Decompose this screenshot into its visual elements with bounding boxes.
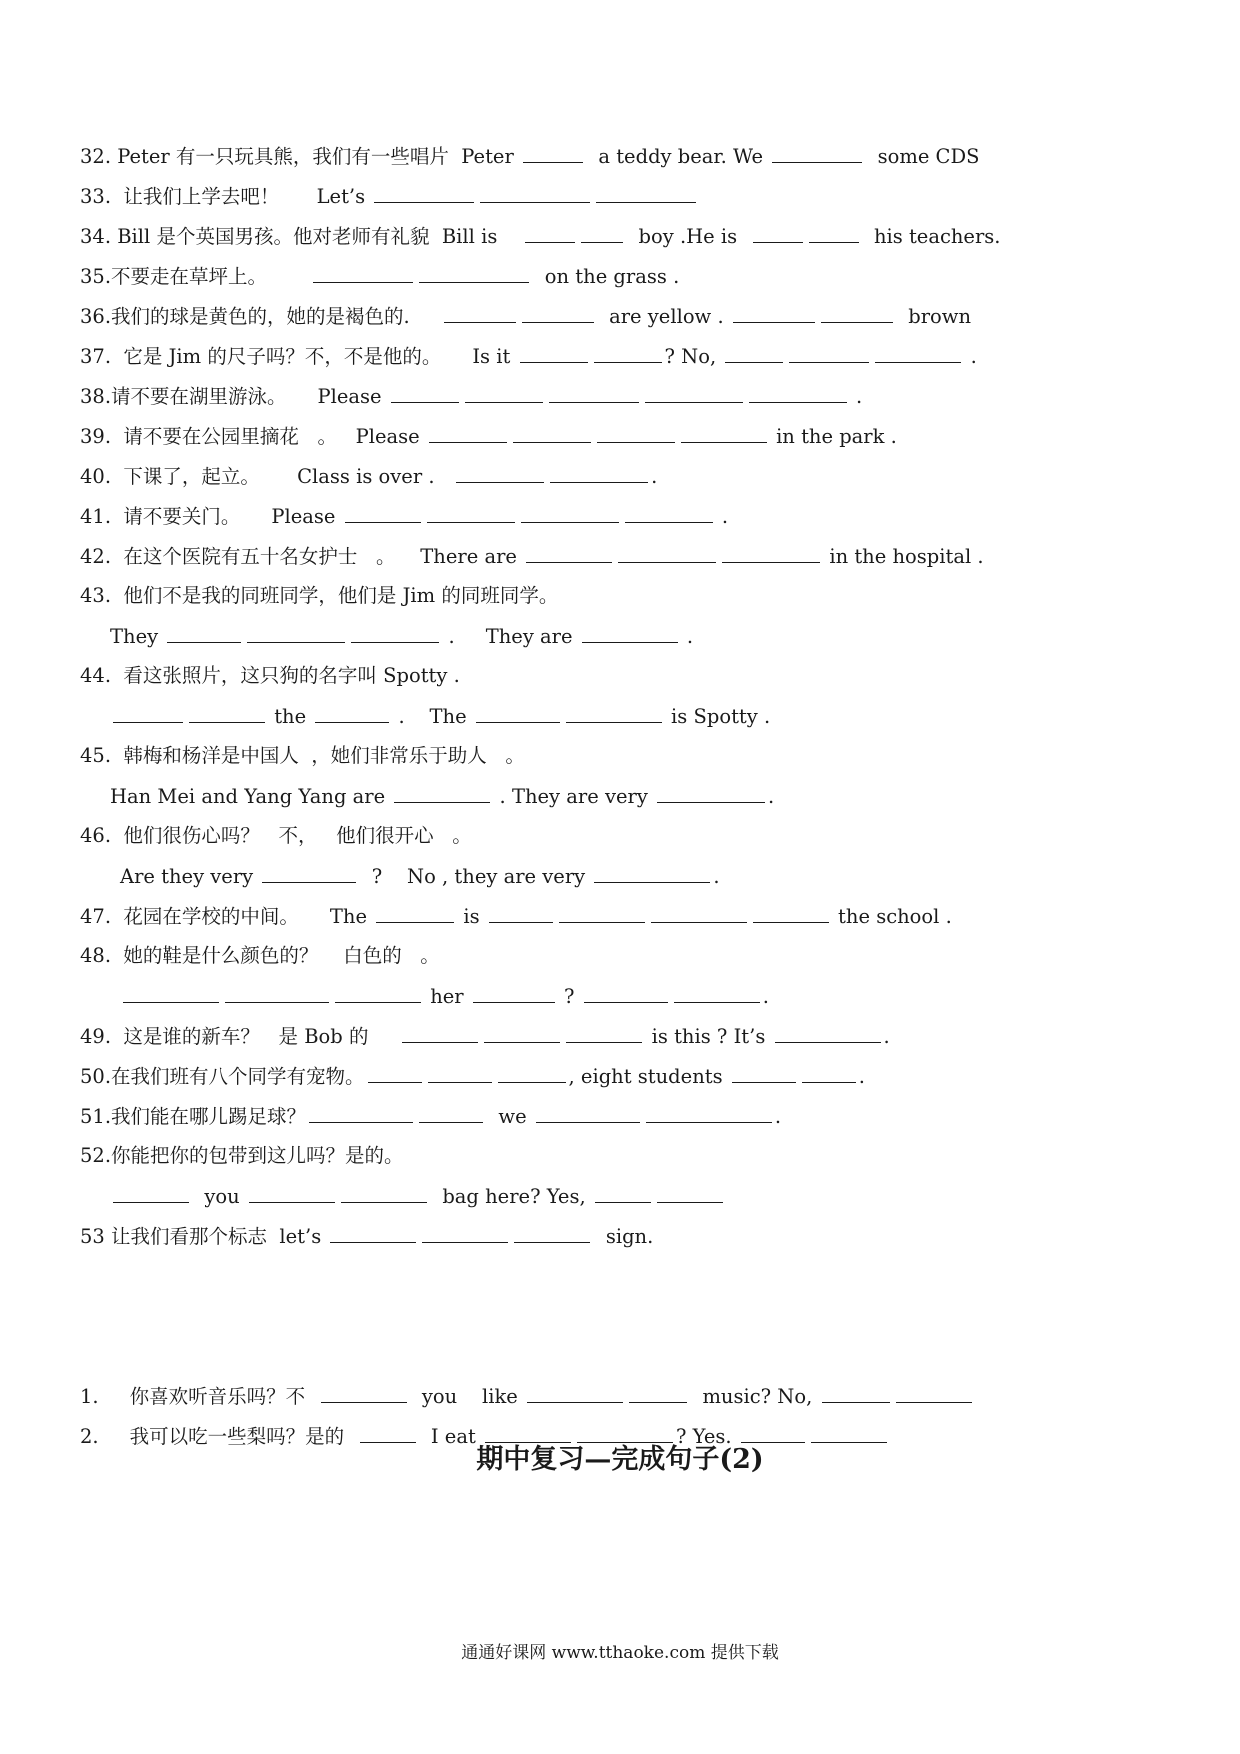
exercise-text: They xyxy=(110,625,165,648)
exercise-text: 49. 这是谁的新车？ 是 Bob 的 xyxy=(80,1025,400,1048)
answer-blank[interactable] xyxy=(657,780,765,803)
answer-blank[interactable] xyxy=(896,1380,972,1403)
answer-blank[interactable] xyxy=(113,700,183,723)
answer-blank[interactable] xyxy=(419,260,529,283)
answer-blank[interactable] xyxy=(113,1180,189,1203)
answer-blank[interactable] xyxy=(772,140,862,163)
exercise-line xyxy=(80,300,971,332)
exercise-text: 36.我们的球是黄色的，她的是褐色的. xyxy=(80,305,441,328)
exercise-text: . xyxy=(715,505,729,528)
answer-blank[interactable] xyxy=(875,340,961,363)
exercise-text: in the hospital . xyxy=(823,545,984,568)
answer-blank[interactable] xyxy=(422,1220,508,1243)
answer-blank[interactable] xyxy=(249,1180,335,1203)
exercise-text: 37. 它是 Jim 的尺子吗？不，不是他的。 Is it xyxy=(80,345,517,368)
answer-blank[interactable] xyxy=(582,620,678,643)
exercise-text: in the park . xyxy=(769,425,897,448)
exercise-text: 38.请不要在湖里游泳。 Please xyxy=(80,385,388,408)
exercise-text: 44. 看这张照片，这只狗的名字叫 Spotty . xyxy=(80,664,460,687)
answer-blank[interactable] xyxy=(465,380,543,403)
exercise-text: 42. 在这个医院有五十名女护士 。 There are xyxy=(80,545,524,568)
exercise-text: I eat xyxy=(418,1425,482,1448)
answer-blank[interactable] xyxy=(309,1100,413,1123)
exercise-line xyxy=(80,580,558,612)
exercise-text: . xyxy=(713,865,720,888)
answer-blank[interactable] xyxy=(330,1220,416,1243)
exercise-text: is Spotty . xyxy=(664,705,771,728)
exercise-line xyxy=(80,380,862,412)
exercise-text: on the grass . xyxy=(532,265,680,288)
exercise-text: 52.你能把你的包带到这儿吗？是的。 xyxy=(80,1144,404,1167)
answer-blank[interactable] xyxy=(651,900,747,923)
answer-blank[interactable] xyxy=(428,1060,492,1083)
exercise-text: . xyxy=(849,385,863,408)
answer-blank[interactable] xyxy=(225,980,329,1003)
answer-blank[interactable] xyxy=(391,380,459,403)
answer-blank[interactable] xyxy=(523,140,583,163)
answer-blank[interactable] xyxy=(527,1380,623,1403)
exercise-text: we xyxy=(486,1105,533,1128)
answer-blank[interactable] xyxy=(753,900,829,923)
exercise-text: boy .He is xyxy=(626,225,750,248)
exercise-text: 2. 我可以吃一些梨吗？是的 xyxy=(80,1425,357,1448)
exercise-text: is this ? It’s xyxy=(645,1025,772,1048)
answer-blank[interactable] xyxy=(456,460,544,483)
answer-blank[interactable] xyxy=(489,900,553,923)
answer-blank[interactable] xyxy=(749,380,847,403)
exercise-text: . They are xyxy=(442,625,579,648)
answer-blank[interactable] xyxy=(789,340,869,363)
answer-blank[interactable] xyxy=(476,700,560,723)
answer-blank[interactable] xyxy=(722,540,820,563)
answer-blank[interactable] xyxy=(498,1060,566,1083)
exercise-text: Are they very xyxy=(120,865,260,888)
answer-blank[interactable] xyxy=(550,460,648,483)
exercise-line xyxy=(80,660,460,692)
exercise-text: bag here? Yes, xyxy=(429,1185,592,1208)
answer-blank[interactable] xyxy=(341,1180,427,1203)
exercise-line xyxy=(80,180,699,212)
answer-blank[interactable] xyxy=(577,1420,673,1443)
answer-blank[interactable] xyxy=(313,260,413,283)
answer-blank[interactable] xyxy=(394,780,490,803)
answer-blank[interactable] xyxy=(335,980,421,1003)
answer-blank[interactable] xyxy=(262,860,356,883)
exercise-text: 47. 花园在学校的中间。 The xyxy=(80,905,374,928)
answer-blank[interactable] xyxy=(657,1180,723,1203)
exercise-text: . xyxy=(964,345,977,368)
exercise-text: some CDS xyxy=(865,145,980,168)
exercise-text: . xyxy=(680,625,694,648)
answer-blank[interactable] xyxy=(520,340,588,363)
exercise-line xyxy=(80,1140,404,1172)
exercise-text: . The xyxy=(392,705,473,728)
answer-blank[interactable] xyxy=(374,180,474,203)
exercise-line xyxy=(120,860,720,892)
answer-blank[interactable] xyxy=(596,180,696,203)
exercise-line xyxy=(110,1180,726,1212)
answer-blank[interactable] xyxy=(484,1020,560,1043)
exercise-line xyxy=(80,420,897,452)
answer-blank[interactable] xyxy=(581,220,623,243)
exercise-text: the xyxy=(268,705,313,728)
answer-blank[interactable] xyxy=(733,300,815,323)
exercise-text: 48. 她的鞋是什么颜色的？ 白色的 。 xyxy=(80,944,440,967)
exercise-text: , eight students xyxy=(568,1065,729,1088)
exercise-text: ? xyxy=(557,985,581,1008)
answer-blank[interactable] xyxy=(674,980,760,1003)
exercise-text: the school . xyxy=(831,905,952,928)
answer-blank[interactable] xyxy=(681,420,767,443)
exercise-text: . xyxy=(768,785,775,808)
exercise-line xyxy=(80,1060,865,1092)
answer-blank[interactable] xyxy=(321,1380,407,1403)
answer-blank[interactable] xyxy=(247,620,345,643)
exercise-text: . xyxy=(883,1025,890,1048)
exercise-text: . xyxy=(651,465,658,488)
exercise-text: 32. Peter 有一只玩具熊，我们有一些唱片 Peter xyxy=(80,145,520,168)
exercise-text: sign. xyxy=(593,1225,654,1248)
answer-blank[interactable] xyxy=(732,1060,796,1083)
exercise-line xyxy=(80,1420,890,1452)
answer-blank[interactable] xyxy=(549,380,639,403)
answer-blank[interactable] xyxy=(315,700,389,723)
answer-blank[interactable] xyxy=(521,500,619,523)
exercise-text: 45. 韩梅和杨洋是中国人 ，她们非常乐于助人 。 xyxy=(80,744,525,767)
answer-blank[interactable] xyxy=(629,1380,687,1403)
exercise-text: . xyxy=(762,985,769,1008)
exercise-line xyxy=(80,220,1001,252)
answer-blank[interactable] xyxy=(625,500,713,523)
answer-blank[interactable] xyxy=(368,1060,422,1083)
exercise-line xyxy=(110,700,770,732)
answer-blank[interactable] xyxy=(597,420,675,443)
answer-blank[interactable] xyxy=(485,1420,571,1443)
exercise-line xyxy=(120,980,769,1012)
exercise-text: 1. 你喜欢听音乐吗？不 xyxy=(80,1385,318,1408)
answer-blank[interactable] xyxy=(473,980,555,1003)
exercise-line xyxy=(80,740,525,772)
exercise-text: 33. 让我们上学去吧！ Let’s xyxy=(80,185,372,208)
exercise-text: 51.我们能在哪儿踢足球？ xyxy=(80,1105,307,1128)
answer-blank[interactable] xyxy=(822,1380,890,1403)
answer-blank[interactable] xyxy=(514,1220,590,1243)
answer-blank[interactable] xyxy=(525,220,575,243)
answer-blank[interactable] xyxy=(167,620,241,643)
exercise-text: 46. 他们很伤心吗？ 不， 他们很开心 。 xyxy=(80,824,472,847)
exercise-text: 50.在我们班有八个同学有宠物。 xyxy=(80,1065,365,1088)
exercise-text: 40. 下课了，起立。 Class is over . xyxy=(80,465,454,488)
exercise-line xyxy=(80,1380,975,1412)
exercise-line xyxy=(80,1020,890,1052)
exercise-line xyxy=(80,1220,653,1252)
answer-blank[interactable] xyxy=(444,300,516,323)
footer-source: 通通好课网 www.tthaoke.com 提供下载 xyxy=(461,1643,779,1663)
answer-blank[interactable] xyxy=(594,340,662,363)
answer-blank[interactable] xyxy=(402,1020,478,1043)
exercise-text: 43. 他们不是我的同班同学，他们是 Jim 的同班同学。 xyxy=(80,584,559,607)
exercise-text: 39. 请不要在公园里摘花 。 Please xyxy=(80,425,426,448)
answer-blank[interactable] xyxy=(429,420,507,443)
exercise-line xyxy=(110,620,693,652)
answer-blank[interactable] xyxy=(584,980,668,1003)
answer-blank[interactable] xyxy=(595,1180,651,1203)
exercise-line xyxy=(80,540,984,572)
answer-blank[interactable] xyxy=(802,1060,856,1083)
exercise-text: 41. 请不要关门。 Please xyxy=(80,505,342,528)
exercise-line xyxy=(80,140,979,172)
exercise-text: you xyxy=(192,1185,246,1208)
exercise-text: is xyxy=(457,905,486,928)
answer-blank[interactable] xyxy=(811,1420,887,1443)
exercise-text: 35.不要走在草坪上。 xyxy=(80,265,311,288)
exercise-line xyxy=(80,820,472,852)
answer-blank[interactable] xyxy=(753,220,803,243)
answer-blank[interactable] xyxy=(189,700,265,723)
exercise-text: brown xyxy=(895,305,972,328)
exercise-text: ? Yes. xyxy=(676,1425,738,1448)
answer-blank[interactable] xyxy=(559,900,645,923)
answer-blank[interactable] xyxy=(360,1420,416,1443)
exercise-text: 53 让我们看那个标志 let’s xyxy=(80,1225,328,1248)
answer-blank[interactable] xyxy=(526,540,612,563)
answer-blank[interactable] xyxy=(809,220,859,243)
answer-blank[interactable] xyxy=(594,860,710,883)
exercise-text: are yellow . xyxy=(596,305,730,328)
exercise-text: 34. Bill 是个英国男孩。他对老师有礼貌 Bill is xyxy=(80,225,523,248)
exercise-line xyxy=(80,900,952,932)
exercise-line xyxy=(110,780,774,812)
answer-blank[interactable] xyxy=(513,420,591,443)
answer-blank[interactable] xyxy=(376,900,454,923)
exercise-line xyxy=(80,940,440,972)
exercise-line xyxy=(80,340,977,372)
exercise-text: a teddy bear. We xyxy=(585,145,770,168)
answer-blank[interactable] xyxy=(566,700,662,723)
answer-blank[interactable] xyxy=(480,180,590,203)
answer-blank[interactable] xyxy=(566,1020,642,1043)
exercise-line xyxy=(80,1100,781,1132)
answer-blank[interactable] xyxy=(345,500,421,523)
exercise-text: her xyxy=(424,985,470,1008)
answer-blank[interactable] xyxy=(821,300,893,323)
answer-blank[interactable] xyxy=(419,1100,483,1123)
answer-blank[interactable] xyxy=(775,1020,881,1043)
exercise-text: ? No, xyxy=(664,345,723,368)
answer-blank[interactable] xyxy=(351,620,439,643)
exercise-text: you like xyxy=(409,1385,525,1408)
exercise-text: ? No , they are very xyxy=(359,865,592,888)
exercise-line xyxy=(80,460,657,492)
exercise-text: . xyxy=(774,1105,782,1128)
answer-blank[interactable] xyxy=(536,1100,640,1123)
exercise-text: his teachers. xyxy=(861,225,1001,248)
answer-blank[interactable] xyxy=(123,980,219,1003)
answer-blank[interactable] xyxy=(741,1420,805,1443)
exercise-line xyxy=(80,260,679,292)
answer-blank[interactable] xyxy=(646,1100,772,1123)
answer-blank[interactable] xyxy=(645,380,743,403)
exercise-text: Han Mei and Yang Yang are xyxy=(110,785,392,808)
section-2-title: 期中复习—完成句子(2) xyxy=(476,1444,764,1475)
answer-blank[interactable] xyxy=(725,340,783,363)
exercise-text: . xyxy=(858,1065,865,1088)
answer-blank[interactable] xyxy=(618,540,716,563)
exercise-text: . They are very xyxy=(493,785,655,808)
exercise-line xyxy=(80,500,728,532)
exercise-text: music? No, xyxy=(690,1385,819,1408)
answer-blank[interactable] xyxy=(427,500,515,523)
answer-blank[interactable] xyxy=(522,300,594,323)
